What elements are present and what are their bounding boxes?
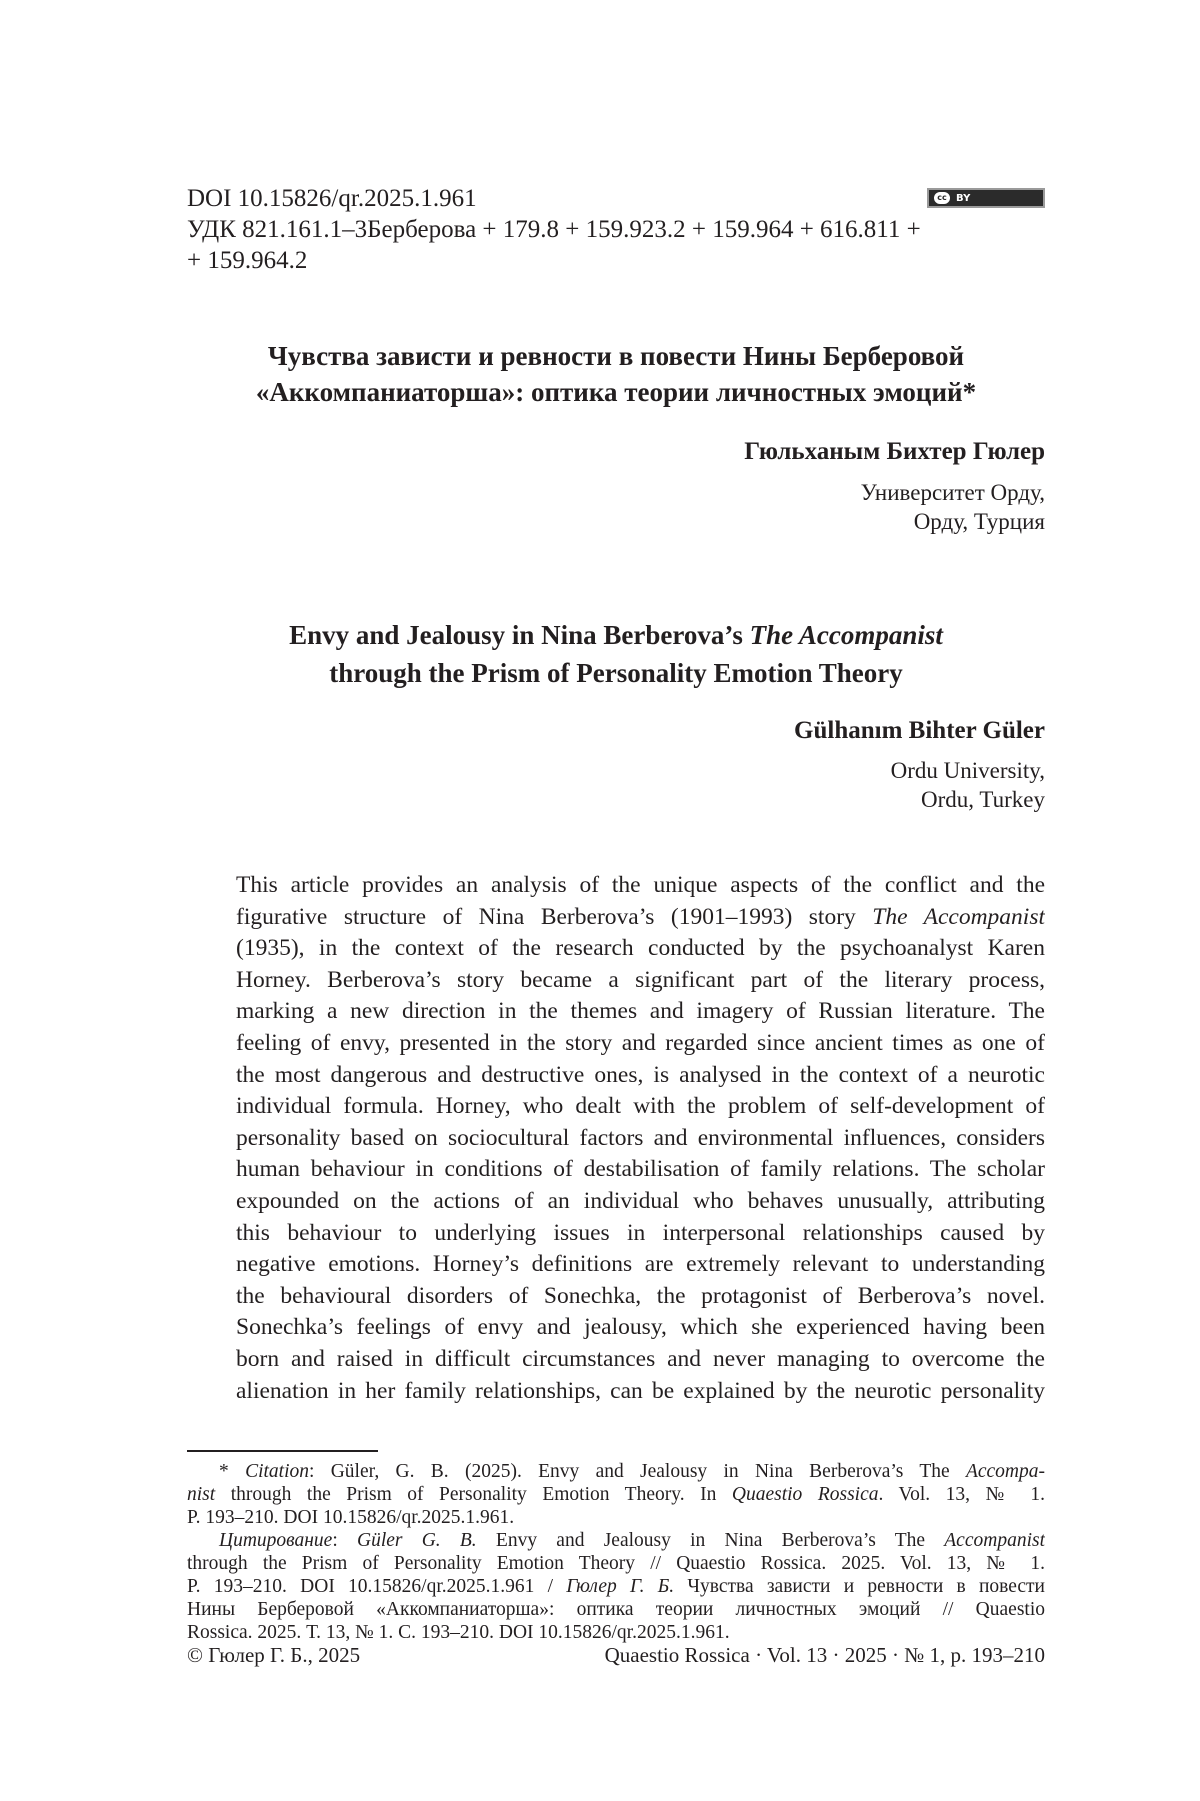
doi[interactable]: DOI 10.15826/qr.2025.1.961 (187, 185, 477, 212)
footnote-marker: * (219, 1461, 246, 1482)
abstract-line-text: figurative structure of Nina Berberova’s (1901–1993) story (236, 903, 873, 930)
abstract-line: individual formula. Horney, who dealt with the problem of self-development of (236, 1093, 1045, 1120)
citation-text: through the Prism of Personality Emotion Theory. In (215, 1484, 732, 1505)
cc-by-license-badge[interactable] (927, 188, 1045, 208)
cc-icon: cc (932, 190, 952, 206)
citation-text: P. 193–210. DOI 10.15826/qr.2025.1.961 / (187, 1576, 567, 1597)
english-title-line-2: through the Prism of Personality Emotion Theory (329, 658, 903, 688)
abstract-line: human behaviour in conditions of destabilisation of family relations. The scholar (236, 1156, 1045, 1183)
abstract-line: Horney. Berberova’s story became a significant part of the literary process, (236, 966, 1045, 993)
abstract-line: this behaviour to underlying issues in interpersonal relationships caused by (236, 1219, 1045, 1246)
abstract-line: (1935), in the context of the research conducted by the psychoanalyst Karen (236, 935, 1045, 962)
abstract-line: alienation in her family relationships, can be explained by the neurotic personality (236, 1377, 1045, 1404)
footnote-divider (187, 1450, 378, 1452)
citation-label: Citation (245, 1461, 309, 1482)
english-title-prefix: Envy and Jealousy in Nina Berberova’s (289, 620, 750, 650)
citation-work-title: Accompa- (965, 1461, 1045, 1482)
russian-author: Гюльханым Бихтер Гюлер (744, 438, 1045, 465)
article-metadata (187, 183, 1045, 276)
english-title-work-name: The Accompanist (749, 620, 943, 650)
abstract-line: the most dangerous and destructive ones, is analysed in the context of a neurotic (236, 1061, 1045, 1088)
abstract-line: marking a new direction in the themes and imagery of Russian literature. The (236, 998, 1045, 1025)
citation-text: : Güler, G. B. (2025). Envy and Jealousy in Nina Berberova’s The (309, 1461, 966, 1482)
russian-title-line-1: Чувства зависти и ревности в повести Нины Берберовой (267, 341, 965, 371)
udk-line-2: + 159.964.2 (187, 247, 308, 274)
abstract-line: This article provides an analysis of the unique aspects of the conflict and the (236, 872, 1045, 898)
russian-affiliation-line-2: Орду, Турция (913, 509, 1045, 534)
colon: : (332, 1530, 357, 1551)
by-label: BY (956, 192, 971, 204)
english-author: Gülhanım Bihter Güler (794, 717, 1045, 744)
russian-affiliation (861, 478, 1045, 536)
russian-affiliation-line-1: Университет Орду, (860, 480, 1045, 505)
abstract-line: feeling of envy, presented in the story and regarded since ancient times as one of (236, 1029, 1045, 1056)
english-title-line-1 (187, 616, 1045, 654)
footnote-citation-ru-line-1 (187, 1529, 1045, 1552)
footnote-citation-ru-line-4: Нины Берберовой «Аккомпаниаторша»: оптика теории личностных эмоций // Quaestio (187, 1599, 1045, 1620)
abstract-line: personality based on sociocultural factors and environmental influences, considers (236, 1124, 1045, 1151)
english-affiliation-line-1: Ordu University, (890, 758, 1045, 783)
abstract-line: expounded on the actions of an individual who behaves unusually, attributing (236, 1187, 1045, 1214)
abstract-work-title: The Accompanist (872, 903, 1045, 930)
citation-label: Цитирование (219, 1530, 333, 1551)
english-title (187, 616, 1045, 692)
citation-author: Гюлер Г. Б. (566, 1576, 675, 1597)
footnote-citation-en-line-3: P. 193–210. DOI 10.15826/qr.2025.1.961. (187, 1507, 515, 1528)
abstract-line (236, 902, 1045, 934)
citation-text: Чувства зависти и ревности в повести (674, 1576, 1045, 1597)
citation-text: . Vol. 13, № 1. (878, 1484, 1045, 1505)
journal-info: Quaestio Rossica · Vol. 13 · 2025 · № 1, p. 193–210 (604, 1643, 1045, 1667)
citation-text: Envy and Jealousy in Nina Berberova’s The (476, 1530, 945, 1551)
page-footer (187, 1643, 1045, 1668)
article-first-page (187, 0, 1045, 1801)
udk-line-1: УДК 821.161.1–3Берберова + 179.8 + 159.923.2 + 159.964 + 616.811 + (187, 216, 921, 243)
abstract-line: the behavioural disorders of Sonechka, the protagonist of Berberova’s novel. (236, 1282, 1045, 1309)
footnote-citation-ru-line-5: Rossica. 2025. Т. 13, № 1. С. 193–210. DOI 10.15826/qr.2025.1.961. (187, 1622, 730, 1643)
english-affiliation (891, 756, 1045, 814)
footnote-citation-en-line-2 (187, 1483, 1045, 1506)
footnotes (187, 1460, 1045, 1644)
abstract-line: Sonechka’s feelings of envy and jealousy, which she experienced having been (236, 1314, 1045, 1341)
citation-work-title: Accompanist (944, 1530, 1045, 1551)
copyright: © Гюлер Г. Б., 2025 (187, 1643, 361, 1667)
english-affiliation-line-2: Ordu, Turkey (921, 787, 1045, 812)
abstract-line: born and raised in difficult circumstances and never managing to overcome the (236, 1345, 1045, 1372)
citation-author: Güler G. B. (356, 1530, 477, 1551)
footnote-citation-ru-line-3 (187, 1575, 1045, 1598)
abstract-line: negative emotions. Horney’s definitions are extremely relevant to understanding (236, 1251, 1045, 1278)
russian-title (187, 338, 1045, 410)
abstract (236, 870, 1045, 1407)
russian-title-line-2: «Аккомпаниаторша»: оптика теории личностных эмоций* (255, 377, 977, 407)
footnote-citation-ru-line-2: through the Prism of Personality Emotion Theory // Quaestio Rossica. 2025. Vol. 13, № 1. (187, 1553, 1045, 1574)
citation-journal: Quaestio Rossica (731, 1484, 879, 1505)
citation-work-title: nist (187, 1484, 216, 1505)
footnote-citation-en-line-1 (187, 1460, 1045, 1483)
